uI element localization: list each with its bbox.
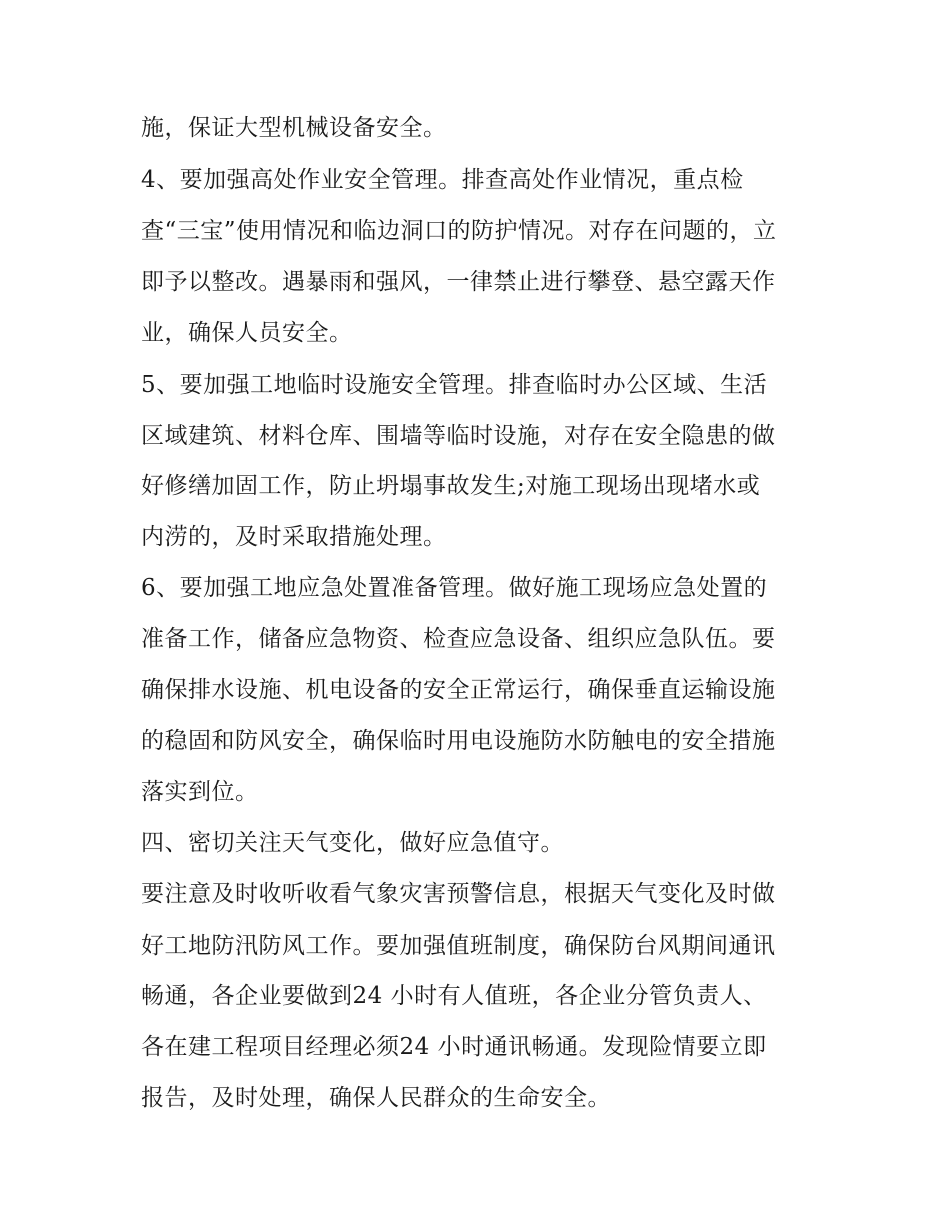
text-line: 的稳固和防风安全，确保临时用电设施防水防触电的安全措施 [141,728,776,754]
text-line: 查“三宝”使用情况和临边洞口的防护情况。对存在问题的，立 [141,218,777,244]
text-line: 准备工作，储备应急物资、检查应急设备、组织应急队伍。要 [141,626,776,652]
text-line: 好工地防汛防风工作。要加强值班制度，确保防台风期间通讯 [141,933,776,959]
text-line: 四、密切关注天气变化，做好应急值守。 [141,830,564,856]
text-line: 施，保证大型机械设备安全。 [141,115,447,141]
text-line: 落实到位。 [141,779,259,805]
text-line: 业，确保人员安全。 [141,320,353,346]
text-line: 6、要加强工地应急处置准备管理。做好施工现场应急处置的 [141,575,768,601]
text-line: 4、要加强高处作业安全管理。排查高处作业情况，重点检 [141,167,744,193]
text-line: 各在建工程项目经理必须24 小时通讯畅通。发现险情要立即 [141,1034,767,1060]
text-line: 确保排水设施、机电设备的安全正常运行，确保垂直运输设施 [141,677,776,703]
text-line: 好修缮加固工作，防止坍塌事故发生;对施工现场出现堵水或 [141,473,761,499]
text-line: 区域建筑、材料仓库、围墙等临时设施，对存在安全隐患的做 [141,423,776,449]
text-line: 5、要加强工地临时设施安全管理。排查临时办公区域、生活 [141,372,768,398]
text-line: 即予以整改。遇暴雨和强风，一律禁止进行攀登、悬空露天作 [141,269,776,295]
text-line: 报告，及时处理，确保人民群众的生命安全。 [141,1085,611,1111]
text-line: 内涝的，及时采取措施处理。 [141,524,447,550]
text-line: 要注意及时收听收看气象灾害预警信息，根据天气变化及时做 [141,881,776,907]
text-line: 畅通，各企业要做到24 小时有人值班，各企业分管负责人、 [141,983,767,1009]
